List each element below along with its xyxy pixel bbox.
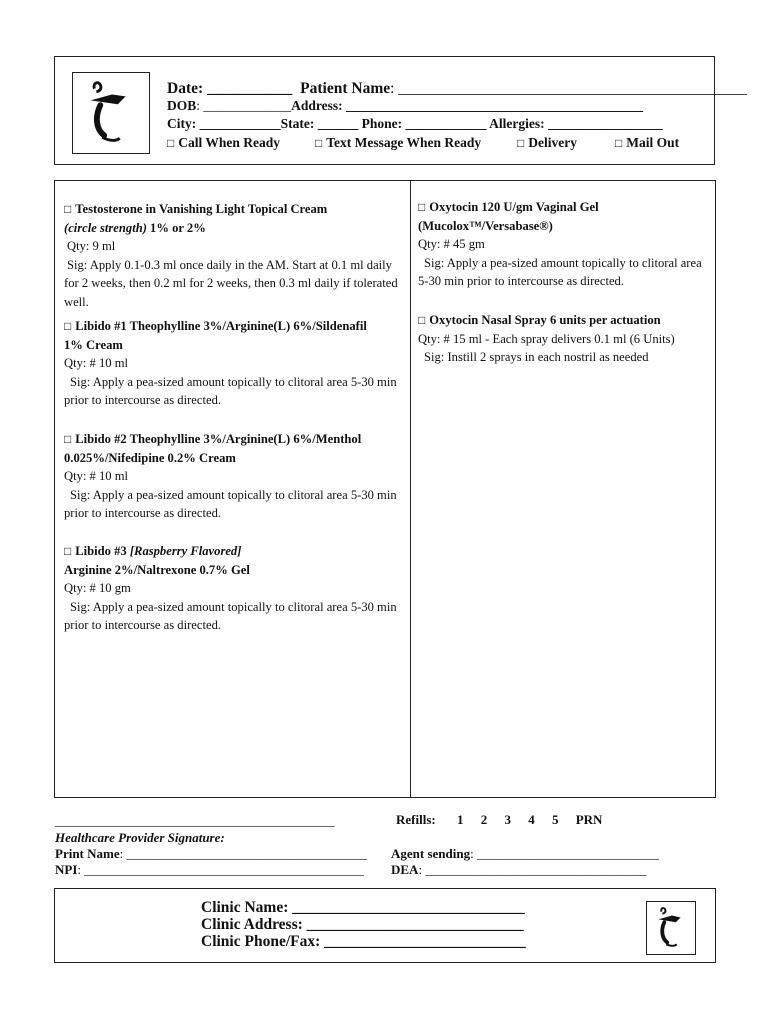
print-name-label: Print Name — [55, 846, 120, 861]
rx-item-libido-3: □ Libido #3 [Raspberry Flavored] Arginine 2%/Naltrexone 0.7% Gel Qty: # 10 gm Sig: Apply a pea-sized amount topically to clitoral area 5-30 min prior to intercourse as directed. — [64, 544, 397, 633]
refill-option-5[interactable]: 5 — [551, 812, 559, 827]
refill-option-4[interactable]: 4 — [528, 812, 535, 827]
checkbox-icon[interactable]: □ — [64, 432, 72, 446]
dea-row — [391, 862, 646, 878]
signature-line[interactable]: ___________________________________________ — [55, 813, 335, 828]
checkbox-icon[interactable]: □ — [167, 136, 175, 150]
agent-row — [391, 846, 659, 862]
npi-field[interactable]: : ___________________________________________ — [77, 862, 364, 877]
rx-item-libido-1: □ Libido #1 Theophylline 3%/Arginine(L) 6%/Sildenafil 1% Cream Qty: # 10 ml Sig: Apply a pea-sized amount topically to clitoral area 5-30 min prior to intercourse as directed. — [64, 319, 397, 408]
clinic-name-field[interactable]: Clinic Name: ______________________________ — [201, 899, 525, 916]
column-divider — [410, 181, 411, 798]
refill-option-3[interactable]: 3 — [504, 812, 511, 827]
provider-signature-label: Healthcare Provider Signature: — [55, 830, 225, 845]
checkbox-icon[interactable]: □ — [315, 136, 323, 150]
npi-row — [55, 862, 364, 878]
patient-name-field[interactable]: : _____________________________________________ — [390, 80, 748, 97]
pharmacy-logo-icon — [72, 72, 150, 154]
dob-label: DOB — [167, 98, 197, 113]
clinic-phone-field[interactable]: Clinic Phone/Fax: __________________________ — [201, 933, 526, 950]
option-mail-out[interactable]: □ Mail Out — [615, 135, 680, 150]
checkbox-icon[interactable]: □ — [517, 136, 525, 150]
option-delivery[interactable]: □ Delivery — [517, 135, 577, 150]
date-field[interactable]: Date: ___________ — [167, 80, 293, 97]
patient-name-label: Patient Name — [300, 80, 391, 97]
refills-row — [396, 812, 602, 828]
agent-field[interactable]: : ____________________________ — [470, 846, 659, 861]
date-patient-line — [167, 80, 747, 98]
rx-item-oxytocin-nasal: □ Oxytocin Nasal Spray 6 units per actuation Qty: # 15 ml - Each spray delivers 0.1 ml (6 Units) Sig: Instill 2 sprays in each nostril as needed — [418, 313, 675, 365]
agent-label: Agent sending — [391, 846, 471, 861]
checkbox-icon[interactable]: □ — [418, 313, 426, 327]
npi-label: NPI — [55, 862, 78, 877]
dob-field[interactable]: : _____________ — [196, 98, 292, 113]
refill-option-prn[interactable]: PRN — [575, 812, 603, 827]
rx-item-testosterone: □ Testosterone in Vanishing Light Topical Cream (circle strength) 1% or 2% Qty: 9 ml Sig: Apply 0.1-0.3 ml once daily in the AM. Start at 0.1 ml daily for 2 weeks, then 0.2 ml for 2 weeks, then 0.3 ml daily if tolerated well. — [64, 202, 398, 309]
address-field[interactable]: Address: ____________________________________________ — [291, 98, 644, 113]
print-name-row — [55, 846, 367, 862]
checkbox-icon[interactable]: □ — [64, 544, 72, 558]
city-line[interactable]: City: ____________State: ______ Phone: ____________ Allergies: _________________ — [167, 116, 663, 131]
dob-address-line — [167, 98, 643, 114]
rx-item-oxytocin-gel: □ Oxytocin 120 U/gm Vaginal Gel (Mucolox™/Versabase®) Qty: # 45 gm Sig: Apply a pea-sized amount topically to clitoral area 5-30 min prior to intercourse as directed. — [418, 200, 702, 289]
checkbox-icon[interactable]: □ — [418, 200, 426, 214]
rx-item-libido-2: □ Libido #2 Theophylline 3%/Arginine(L) 6%/Menthol 0.025%/Nifedipine 0.2% Cream Qty: # 10 ml Sig: Apply a pea-sized amount topically to clitoral area 5-30 min prior to intercourse as directed. — [64, 432, 397, 521]
option-call-when-ready[interactable]: □ Call When Ready — [167, 135, 281, 150]
option-text-message[interactable]: □ Text Message When Ready — [315, 135, 482, 150]
refill-option-1[interactable]: 1 — [456, 812, 464, 827]
print-name-field[interactable]: : _____________________________________ — [119, 846, 367, 861]
refill-option-2[interactable]: 2 — [480, 812, 488, 827]
dea-label: DEA — [391, 862, 419, 877]
clinic-address-field[interactable]: Clinic Address: ____________________________ — [201, 916, 524, 933]
checkbox-icon[interactable]: □ — [64, 202, 72, 216]
pharmacy-logo-small-icon — [646, 901, 696, 955]
checkbox-icon[interactable]: □ — [64, 319, 72, 333]
dea-field[interactable]: : __________________________________ — [418, 862, 647, 877]
checkbox-icon[interactable]: □ — [615, 136, 623, 150]
refills-label: Refills: — [396, 812, 436, 827]
